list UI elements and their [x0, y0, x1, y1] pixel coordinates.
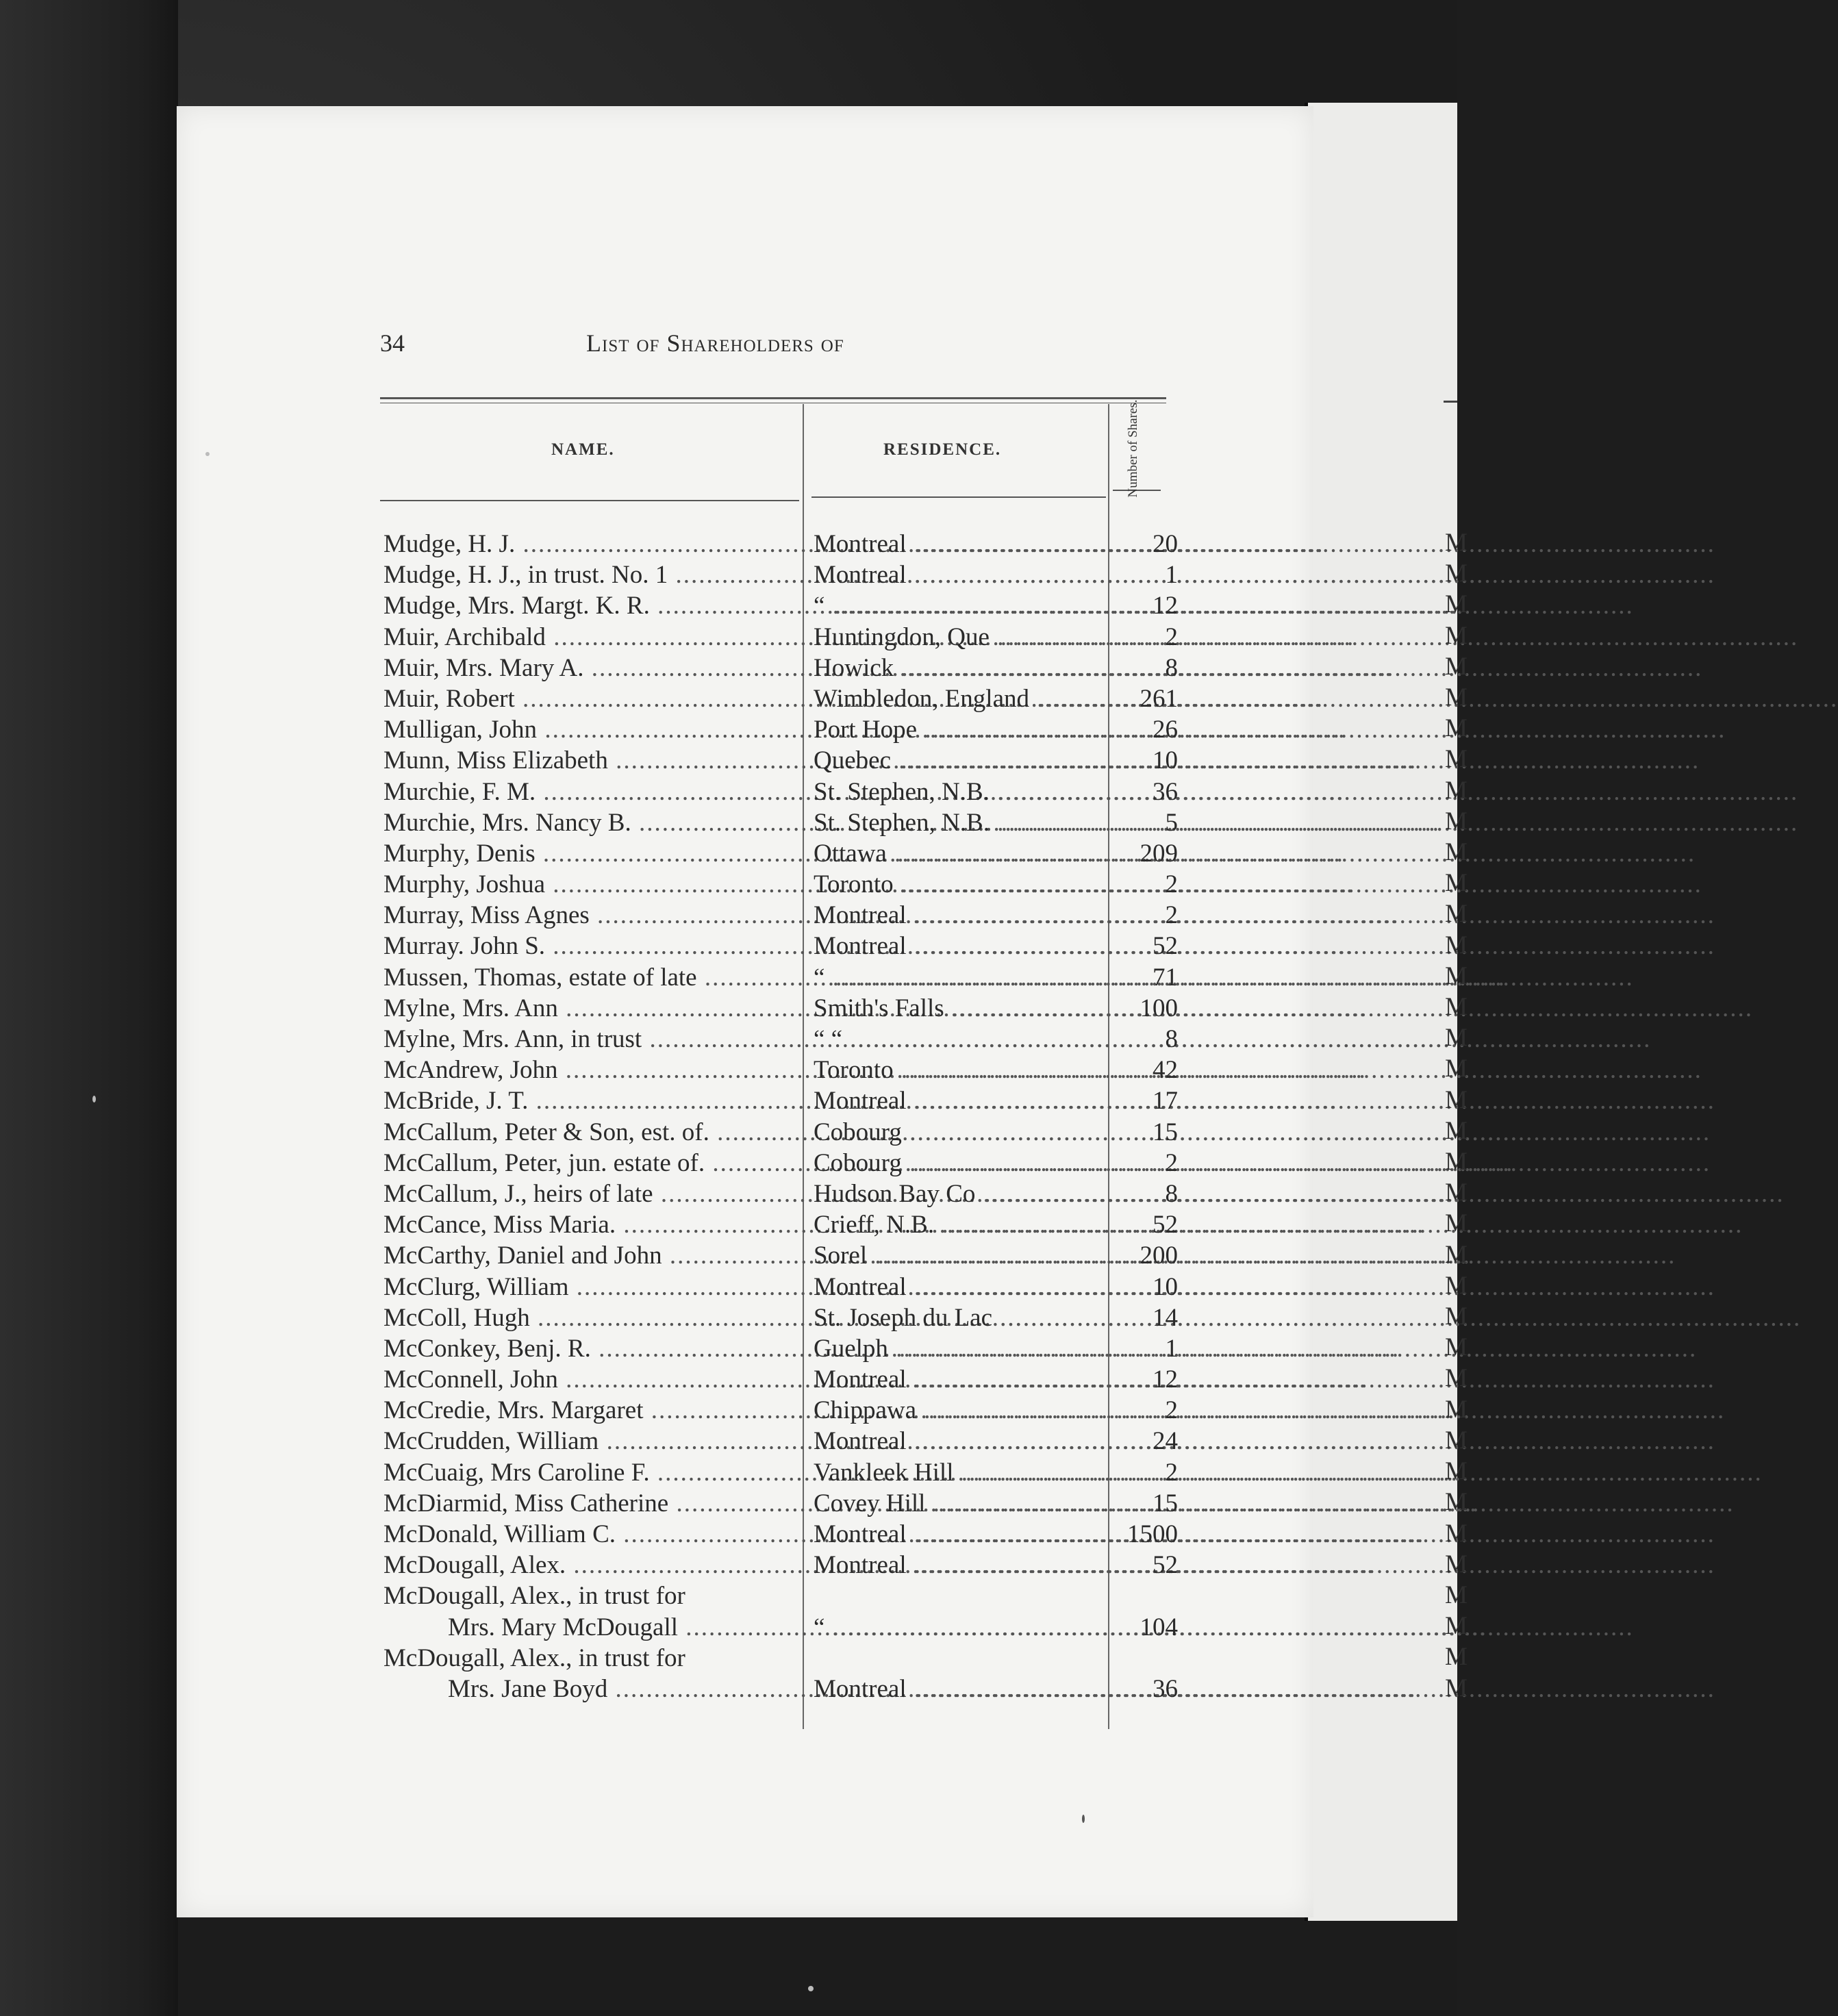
shareholder-name: Murchie, Mrs. Nancy B. .....	[383, 807, 808, 838]
shareholder-shares: 52	[1153, 932, 1178, 961]
table-row	[383, 962, 1178, 993]
table-row	[383, 1179, 1178, 1209]
shareholder-residence: Montreal .....	[814, 1426, 1118, 1457]
shareholder-residence: St. Stephen, N.B. .....	[814, 777, 1118, 807]
shareholder-name: McBride, J. T. .....	[383, 1085, 808, 1116]
shareholder-name: Mudge, Mrs. Margt. K. R. .....	[383, 590, 808, 621]
shareholder-name: McCallum, J., heirs of late .....	[383, 1179, 808, 1209]
shareholder-name: Mudge, H. J. .....	[383, 529, 808, 559]
shareholder-name: McCarthy, Daniel and John .....	[383, 1240, 808, 1271]
shareholder-residence: “ .....	[814, 1612, 1118, 1643]
shareholder-residence: Covey Hill .....	[814, 1488, 1118, 1519]
shareholder-shares: 12	[1153, 592, 1178, 620]
shareholder-name: Mussen, Thomas, estate of late .....	[383, 962, 808, 993]
shareholder-shares: 15	[1153, 1118, 1178, 1146]
table-row	[383, 1488, 1178, 1519]
shareholder-name: McCuaig, Mrs Caroline F. .....	[383, 1457, 808, 1488]
shareholder-shares: 10	[1153, 746, 1178, 775]
shareholder-residence: Montreal .....	[814, 900, 1118, 931]
table-row	[383, 1024, 1178, 1055]
shareholder-residence: Sorel .....	[814, 1240, 1118, 1271]
shareholder-shares: 20	[1153, 530, 1178, 558]
table-row	[383, 1302, 1178, 1333]
shareholder-shares: 14	[1153, 1303, 1178, 1332]
shareholder-shares: 2	[1165, 1458, 1178, 1487]
scan-left-margin	[0, 0, 178, 2016]
shareholder-name: Muir, Archibald .....	[383, 622, 808, 653]
table-row	[383, 1240, 1178, 1271]
shareholder-residence: Cobourg .....	[814, 1148, 1118, 1179]
shareholder-residence: Smith's Falls .....	[814, 993, 1118, 1024]
shareholder-residence: Huntingdon, Que .....	[814, 622, 1118, 653]
shareholder-residence: Montreal .....	[814, 1272, 1118, 1302]
shareholder-name: Murray, Miss Agnes .....	[383, 900, 808, 931]
shareholder-shares: 2	[1165, 870, 1178, 899]
table-row	[383, 1117, 1178, 1148]
shareholder-name: Munn, Miss Elizabeth .....	[383, 745, 808, 776]
shareholder-name: McDougall, Alex. .....	[383, 1550, 808, 1580]
adjacent-page-rule	[1444, 401, 1457, 403]
scan-speck	[205, 452, 210, 456]
table-row	[383, 838, 1178, 869]
table-row	[383, 1085, 1178, 1116]
shareholder-shares: 36	[1153, 777, 1178, 806]
shareholder-shares: 100	[1140, 994, 1178, 1022]
table-row	[383, 653, 1178, 683]
scan-speck	[808, 1986, 814, 1991]
shareholder-shares: 1	[1165, 561, 1178, 590]
table-row	[383, 1550, 1178, 1580]
shareholder-name: McColl, Hugh .....	[383, 1302, 808, 1333]
shareholder-shares: 42	[1153, 1056, 1178, 1085]
shareholder-residence: Crieff, N.B. .....	[814, 1209, 1118, 1240]
shareholder-residence: Vankleek Hill .....	[814, 1457, 1118, 1488]
shareholder-residence: Chippawa .....	[814, 1395, 1118, 1426]
shareholder-shares: 5	[1165, 808, 1178, 837]
shareholder-shares: 52	[1153, 1211, 1178, 1239]
shareholder-shares: 12	[1153, 1365, 1178, 1394]
table-row	[383, 869, 1178, 900]
shareholder-residence: “ “ .....	[814, 1024, 1118, 1055]
table-row	[383, 1148, 1178, 1179]
shareholder-name: McCredie, Mrs. Margaret .....	[383, 1395, 808, 1426]
table-row	[383, 529, 1178, 559]
table-row	[383, 1580, 1178, 1611]
table-row	[383, 590, 1178, 621]
table-row	[383, 931, 1178, 961]
shareholder-shares: 26	[1153, 716, 1178, 744]
shareholder-shares: 209	[1140, 839, 1178, 868]
table-row	[383, 1364, 1178, 1395]
shareholder-residence: “ .....	[814, 590, 1118, 621]
shareholder-shares: 36	[1153, 1674, 1178, 1703]
table-row	[383, 1674, 1178, 1704]
shareholder-shares: 1500	[1127, 1520, 1178, 1548]
shareholder-name: Murchie, F. M. .....	[383, 777, 808, 807]
shareholder-shares: 2	[1165, 1396, 1178, 1425]
column-header-name: NAME.	[551, 440, 615, 459]
shareholder-shares: 2	[1165, 901, 1178, 930]
shareholder-residence: Port Hope .....	[814, 714, 1118, 745]
shareholder-name: McCance, Miss Maria. .....	[383, 1209, 808, 1240]
shareholder-shares: 8	[1165, 1179, 1178, 1208]
shareholder-name: McCallum, Peter, jun. estate of. .....	[383, 1148, 808, 1179]
shareholder-name: McConnell, John .....	[383, 1364, 808, 1395]
shareholder-table	[383, 529, 1178, 1704]
shareholder-shares: 1	[1165, 1334, 1178, 1363]
shareholder-residence: Montreal .....	[814, 1085, 1118, 1116]
shareholder-shares: 10	[1153, 1272, 1178, 1301]
table-row	[383, 777, 1178, 807]
shareholder-name: Murphy, Joshua .....	[383, 869, 808, 900]
shareholder-residence: Montreal .....	[814, 529, 1118, 559]
shareholder-residence: St. Joseph du Lac .....	[814, 1302, 1118, 1333]
shareholder-name: Muir, Robert .....	[383, 683, 808, 714]
shareholder-shares: 2	[1165, 1148, 1178, 1177]
shareholder-name: McDougall, Alex., in trust for	[383, 1643, 685, 1672]
table-row	[383, 714, 1178, 745]
table-row	[383, 1272, 1178, 1302]
shareholder-name: McConkey, Benj. R. .....	[383, 1333, 808, 1364]
table-row	[383, 683, 1178, 714]
shareholder-name: McDiarmid, Miss Catherine .....	[383, 1488, 808, 1519]
shareholder-residence: Cobourg .....	[814, 1117, 1118, 1148]
name-header-underline	[380, 500, 799, 501]
shareholder-name: Murphy, Denis .....	[383, 838, 808, 869]
shareholder-name: Murray. John S. .....	[383, 931, 808, 961]
shareholder-name: Mrs. Mary McDougall .....	[383, 1612, 808, 1643]
table-row	[383, 745, 1178, 776]
shareholder-name: McDonald, William C. .....	[383, 1519, 808, 1550]
scan-speck	[1082, 1815, 1085, 1823]
shareholder-residence: Wimbledon, England .....	[814, 683, 1118, 714]
table-row	[383, 1643, 1178, 1674]
shareholder-name: Mudge, H. J., in trust. No. 1 .....	[383, 559, 808, 590]
scan-speck	[92, 1096, 96, 1102]
adjacent-page-text: M M M M M M M M M M M M M M M M M M M M M M M M M M M M M M M M M M M M M M	[1445, 529, 1468, 1702]
table-row	[383, 1395, 1178, 1426]
running-head-text: List of Shareholders of	[586, 329, 844, 357]
shareholder-residence: Hudson Bay Co .....	[814, 1179, 1118, 1209]
shareholder-residence: Montreal .....	[814, 559, 1118, 590]
shareholder-name: Muir, Mrs. Mary A. .....	[383, 653, 808, 683]
running-head	[586, 329, 844, 357]
shareholder-residence: “ .....	[814, 962, 1118, 993]
shareholder-name: McAndrew, John .....	[383, 1055, 808, 1085]
shareholder-shares: 24	[1153, 1427, 1178, 1456]
column-header-shares-text: Number of Shares.	[1126, 399, 1140, 498]
shareholder-shares: 71	[1153, 963, 1178, 992]
shareholder-name: Mylne, Mrs. Ann, in trust .....	[383, 1024, 808, 1055]
shareholder-shares: 104	[1140, 1613, 1178, 1641]
table-row	[383, 1209, 1178, 1240]
shareholder-residence: Montreal .....	[814, 931, 1118, 961]
column-header-residence: RESIDENCE.	[883, 440, 1002, 459]
shareholder-residence: Ottawa .....	[814, 838, 1118, 869]
shareholder-shares: 52	[1153, 1551, 1178, 1580]
table-row	[383, 559, 1178, 590]
table-row	[383, 807, 1178, 838]
shareholder-shares: 17	[1153, 1087, 1178, 1116]
table-row	[383, 622, 1178, 653]
shareholder-residence: Toronto .....	[814, 869, 1118, 900]
shareholder-name: Mulligan, John .....	[383, 714, 808, 745]
shareholder-residence: St. Stephen, N.B. .....	[814, 807, 1118, 838]
shareholder-residence: Montreal .....	[814, 1364, 1118, 1395]
shareholder-shares: 15	[1153, 1489, 1178, 1517]
table-row	[383, 1519, 1178, 1550]
page-number: 34	[380, 329, 405, 357]
shareholder-name: Mylne, Mrs. Ann .....	[383, 993, 808, 1024]
residence-header-underline	[811, 496, 1106, 498]
table-row	[383, 900, 1178, 931]
shareholder-shares: 8	[1165, 653, 1178, 682]
shareholder-residence: Montreal .....	[814, 1550, 1118, 1580]
table-row	[383, 993, 1178, 1024]
table-top-rule	[380, 397, 1166, 399]
shareholder-name: McClurg, William .....	[383, 1272, 808, 1302]
shareholder-residence: Montreal .....	[814, 1519, 1118, 1550]
column-header-shares	[1109, 399, 1157, 498]
shareholder-name: McDougall, Alex., in trust for	[383, 1582, 685, 1611]
shareholder-residence: Guelph .....	[814, 1333, 1118, 1364]
shareholder-residence: Howick .....	[814, 653, 1118, 683]
shareholder-residence: Toronto .....	[814, 1055, 1118, 1085]
table-row	[383, 1055, 1178, 1085]
table-row	[383, 1333, 1178, 1364]
shareholder-shares: 261	[1140, 684, 1178, 713]
shareholder-shares: 8	[1165, 1025, 1178, 1053]
shareholder-name: McCallum, Peter & Son, est. of. .....	[383, 1117, 808, 1148]
shareholder-shares: 2	[1165, 622, 1178, 651]
table-row	[383, 1426, 1178, 1457]
table-row	[383, 1612, 1178, 1643]
shareholder-shares: 200	[1140, 1242, 1178, 1270]
shareholder-residence: Montreal .....	[814, 1674, 1118, 1704]
shareholder-residence: Quebec .....	[814, 745, 1118, 776]
shareholder-name: Mrs. Jane Boyd .....	[383, 1674, 808, 1704]
table-row	[383, 1457, 1178, 1488]
shareholder-name: McCrudden, William .....	[383, 1426, 808, 1457]
